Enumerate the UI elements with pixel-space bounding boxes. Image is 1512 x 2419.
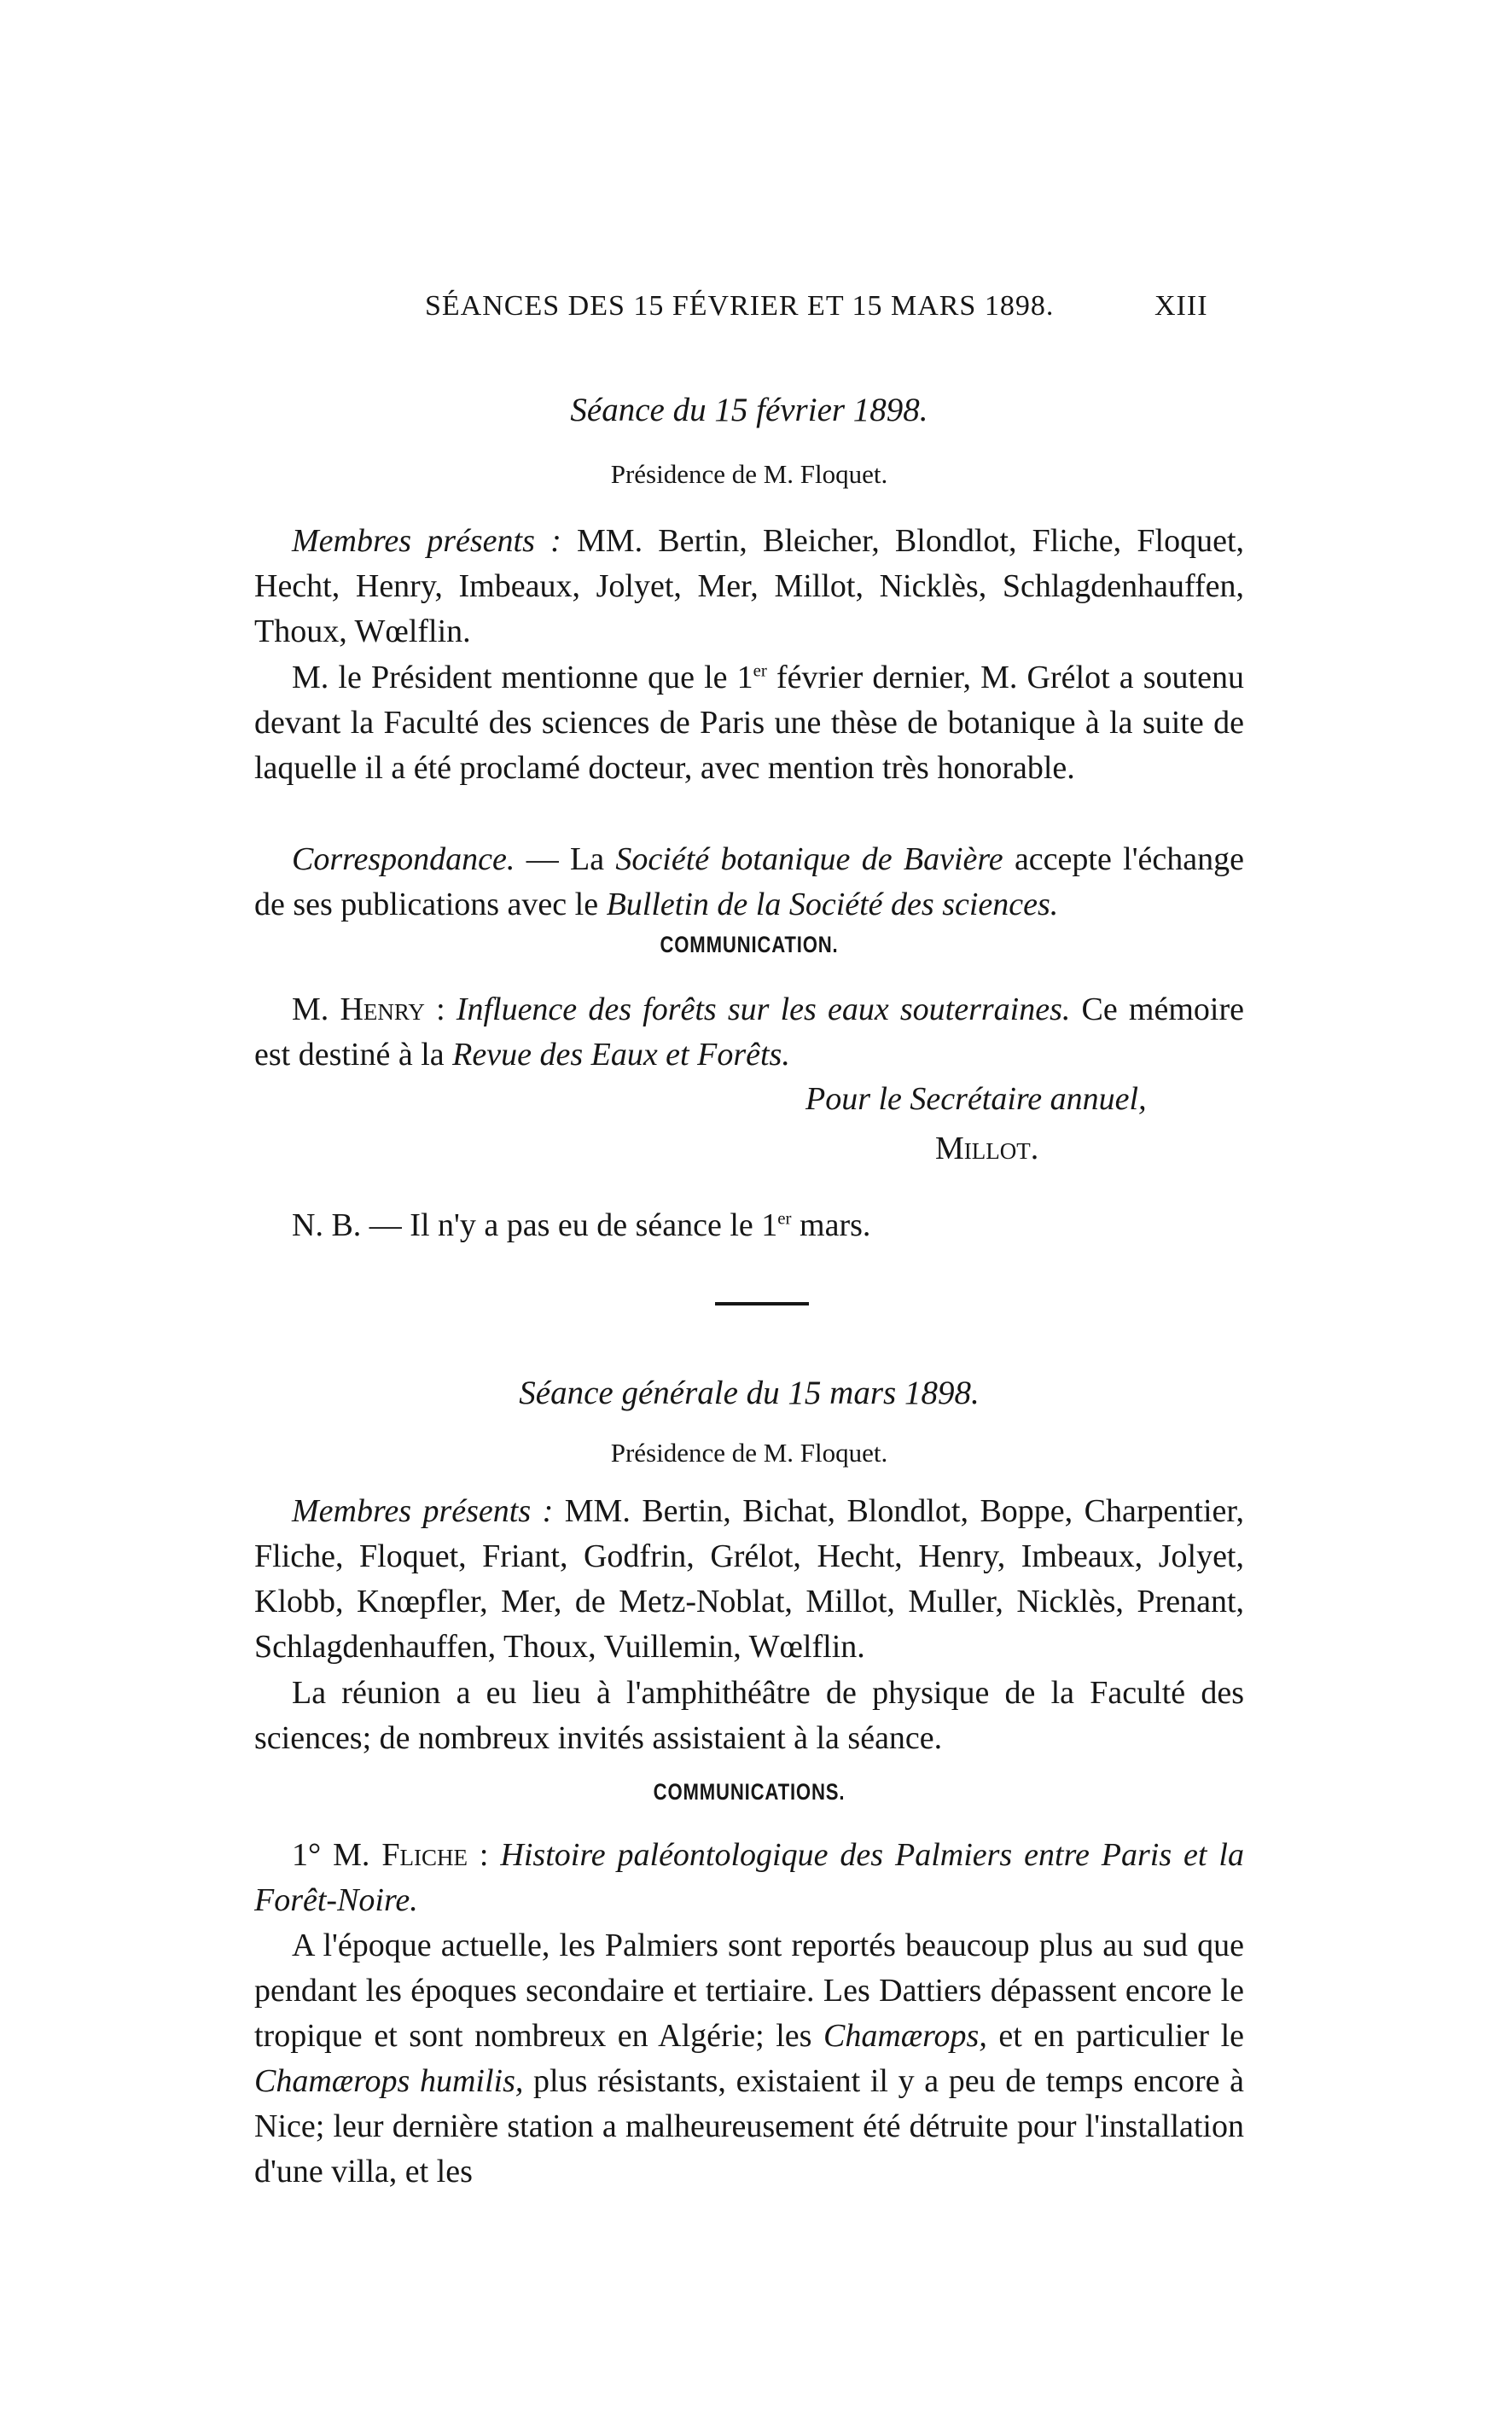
communications-heading: COMMUNICATIONS. [653, 1779, 846, 1805]
members-list: MM. Bertin, Bleicher, Blondlot, Fliche, Floquet, Hecht, Henry, Imbeaux, Jolyet, Mer, Millot, Nicklès, Schlagdenhauffen, Thoux, Wœlflin. [254, 523, 1244, 649]
president-text-b: février dernier, M. Grélot a soutenu devant la Faculté des sciences de Paris une thèse de botanique à la suite de laquelle il a été proclamé docteur, avec mention très honorable. [254, 660, 1244, 786]
reunion-paragraph [254, 1671, 1244, 1761]
nb-sup: er [777, 1207, 792, 1229]
item-1-title: Histoire paléontologique des Palmiers entre Paris et la Forêt-Noire. [254, 1837, 1244, 1918]
nb-text-b: mars. [791, 1207, 871, 1243]
signature-line-1: Pour le Secrétaire annuel, [805, 1081, 1147, 1117]
president-text-a: M. le Président mentionne que le 1 [292, 660, 753, 695]
correspondence-dash: — La [515, 841, 616, 877]
session-1-members-paragraph [254, 519, 1244, 654]
page-number: XIII [1154, 290, 1208, 322]
correspondence-mid: accepte l'échange de ses publications avec le [254, 841, 1245, 922]
palmiers-chamaerops-humilis: Chamærops humilis, [254, 2063, 524, 2099]
session-2-presidence: Présidence de M. Floquet. [610, 1438, 888, 1468]
nb-paragraph [254, 1203, 1244, 1248]
palmiers-text-c: plus résistants, existaient il y a peu de temps encore à Nice; leur dernière station a malheureusement été détruite pour l'installation d'une villa, et les [254, 2063, 1244, 2189]
members-list-2: MM. Bertin, Bichat, Blondlot, Boppe, Charpentier, Fliche, Floquet, Friant, Godfrin, Grélot, Hecht, Henry, Imbeaux, Jolyet, Klobb, Knœpfler, Mer, de Metz-Noblat, Millot, Muller, Nicklès, Prenant, Schlagdenhauffen, Thoux, Vuillemin, Wœlflin. [254, 1493, 1245, 1665]
correspondence-society: Société botanique de Bavière [615, 841, 1003, 877]
correspondence-paragraph [254, 837, 1244, 927]
correspondence-bulletin: Bulletin de la Société des sciences. [606, 887, 1059, 922]
communication-title: Influence des forêts sur les eaux souterraines. [456, 991, 1071, 1027]
communication-paragraph [254, 987, 1244, 1078]
session-1-presidence: Présidence de M. Floquet. [610, 459, 888, 489]
communication-speaker: M. Henry : [292, 991, 457, 1027]
signature-line-2: Millot. [935, 1131, 1039, 1166]
running-header [425, 290, 1278, 323]
correspondence-label: Correspondance. [292, 841, 515, 877]
president-paragraph [254, 655, 1244, 791]
nb-text-a: N. B. — Il n'y a pas eu de séance le 1 [292, 1207, 778, 1243]
palmiers-text-a: A l'époque actuelle, les Palmiers sont reportés beaucoup plus au sud que pendant les époques secondaire et tertiaire. Les Dattiers dépassent encore le tropique et sont nombreux en Algérie; les [254, 1928, 1244, 2054]
item-1-prefix: 1° M. Fliche : [292, 1837, 501, 1873]
communication-item-1 [254, 1833, 1244, 1923]
session-2-title: Séance générale du 15 mars 1898. [519, 1375, 980, 1411]
section-divider-rule [715, 1302, 809, 1305]
communication-heading: COMMUNICATION. [660, 932, 839, 957]
running-header-text: SÉANCES DES 15 FÉVRIER ET 15 MARS 1898. [425, 290, 1055, 322]
communication-revue: Revue des Eaux et Forêts. [452, 1037, 790, 1073]
members-label-2: Membres présents : [292, 1493, 554, 1529]
session-1-title: Séance du 15 février 1898. [570, 392, 928, 428]
session-2-members-paragraph [254, 1489, 1244, 1670]
president-sup: er [753, 660, 767, 681]
reunion-text: La réunion a eu lieu à l'amphithéâtre de physique de la Faculté des sciences; de nombreux invités assistaient à la séance. [254, 1675, 1244, 1756]
palmiers-chamaerops: Chamærops, [823, 2018, 987, 2054]
palmiers-text-b: et en particulier le [986, 2018, 1244, 2054]
communication-mid: Ce mémoire est destiné à la [254, 991, 1244, 1073]
palmiers-paragraph [254, 1923, 1244, 2195]
members-label: Membres présents : [292, 523, 561, 559]
